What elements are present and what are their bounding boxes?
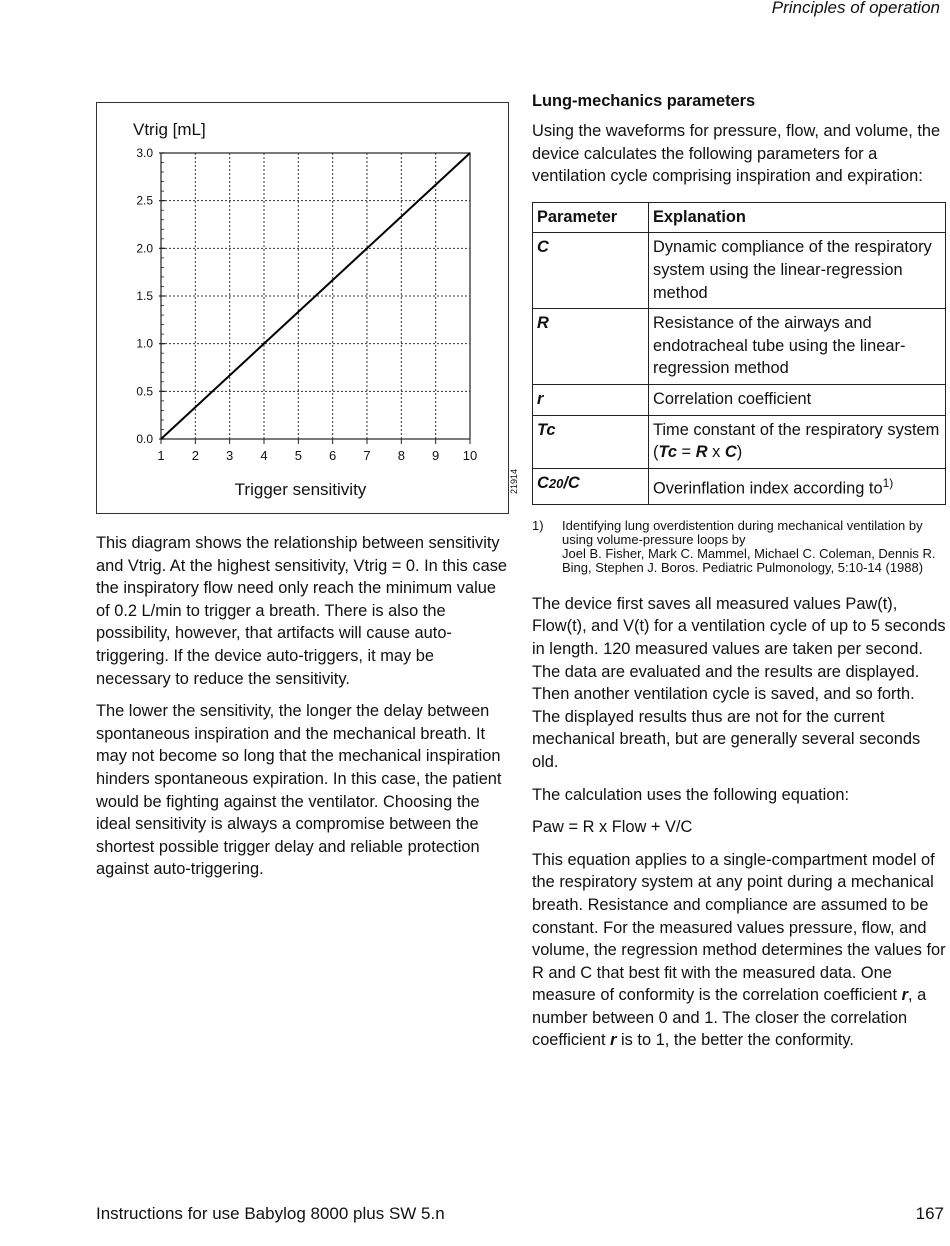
y-axis-label: Vtrig [mL]	[133, 120, 206, 139]
table-header-parameter: Parameter	[533, 202, 649, 233]
x-tick-label: 5	[294, 448, 302, 463]
intro-paragraph: Using the waveforms for pressure, flow, and volume, the device calculates the following parameters for a ventilation cycle comprising inspiration and expiration:	[532, 122, 941, 186]
table-row	[533, 309, 946, 385]
param-symbol: R	[533, 309, 649, 385]
param-symbol: Tc	[533, 415, 649, 468]
table-row	[533, 384, 946, 415]
footnote	[532, 519, 946, 575]
section-heading: Lung-mechanics parameters	[532, 92, 756, 110]
figure-number: 21914	[509, 468, 519, 494]
table-row	[533, 468, 946, 504]
page-number: 167	[915, 1204, 944, 1223]
y-tick-label: 1.0	[136, 336, 153, 351]
footnote-mark: 1)	[532, 517, 544, 533]
param-explanation: Time constant of the respiratory system (Tc = R x C)	[649, 415, 946, 468]
param-explanation: Dynamic compliance of the respiratory system using the linear-regression method	[649, 233, 946, 309]
x-tick-label: 2	[191, 448, 199, 463]
x-tick-label: 4	[260, 448, 268, 463]
series-line	[161, 153, 470, 439]
chart-svg	[97, 103, 508, 513]
data-saving-paragraph: The device first saves all measured values Paw(t), Flow(t), and V(t) for a ventilation cycle of up to 5 seconds in length. 120 measured values are taken per second. The data are evaluated and the results are displayed. Then another ventilation cycle is saved, and so forth. The displayed results thus are not for the current mechanical breath, but are generally several seconds old.	[532, 594, 946, 771]
trigger-sensitivity-chart	[96, 102, 509, 514]
model-paragraph: This equation applies to a single-compartment model of the respiratory system at any point during a mechanical breath. Resistance and compliance are assumed to be constant. For the measured values pressure, flow, and volume, the regression method determines the values for R and C that best fit with the measured data. One measure of conformity is the correlation coefficient r, a number between 0 and 1. The closer the correlation coefficient r is to 1, the better the conformity.	[532, 850, 946, 1050]
x-tick-label: 6	[329, 448, 337, 463]
y-tick-label: 1.5	[136, 289, 153, 303]
param-symbol: C	[533, 233, 649, 309]
table-header-explanation: Explanation	[649, 202, 946, 233]
table-row	[533, 415, 946, 468]
equation-intro: The calculation uses the following equation:	[532, 785, 850, 804]
param-explanation: Overinflation index according $to^{1)}$	[649, 468, 946, 504]
sensitivity-tradeoff-paragraph: The lower the sensitivity, the longer the delay between spontaneous inspiration and the mechanical breath. It may not become so long that the mechanical inspiration hinders spontaneous expiration. In this case, the patient would be fighting against the ventilator. Choosing the ideal sensitivity is always a compromise between the shortest possible trigger delay and reliable protection against auto-triggering.	[96, 702, 502, 879]
x-tick-label: 3	[226, 448, 234, 463]
x-axis-label: Trigger sensitivity	[234, 480, 367, 499]
x-tick-label: 8	[397, 448, 405, 463]
diagram-description-paragraph: This diagram shows the relationship between sensitivity and Vtrig. At the highest sensitivity, Vtrig = 0. In this case the inspiratory flow need only reach the minimum value of 0.2 L/min to trigger a breath. There is also the possibility, however, that artifacts will cause auto-triggering. If the device auto-triggers, it may be necessary to reduce the sensitivity.	[96, 534, 508, 688]
parameters-table	[532, 202, 946, 505]
x-tick-label: 9	[432, 448, 440, 463]
y-tick-label: 2.5	[136, 193, 153, 208]
y-tick-label: 2.0	[136, 241, 153, 256]
equation: Paw = R x Flow + V/C	[532, 818, 693, 837]
section-header: Principles of operation	[771, 0, 940, 17]
param-symbol: C20/C	[533, 468, 649, 504]
param-symbol: r	[533, 384, 649, 415]
y-tick-label: 0.5	[136, 384, 153, 399]
x-tick-label: 1	[157, 448, 165, 463]
right-column	[532, 90, 946, 1062]
left-column-text	[96, 532, 511, 891]
param-explanation: Resistance of the airways and endotracheal tube using the linear-regression method	[649, 309, 946, 385]
table-header-row	[533, 202, 946, 233]
footer-document-title: Instructions for use Babylog 8000 plus SW 5.n	[96, 1204, 445, 1223]
param-explanation: Correlation coefficient	[649, 384, 946, 415]
footnote-body: Identifying lung overdistention during mechanical ventilation by using volume-pressure loops by Joel B. Fisher, Mark C. Mammel, Michael C. Coleman, Dennis R. Bing, Stephen J. Boros. Pediatric Pulmonology, 5:10-14 (1988)	[562, 517, 936, 575]
x-tick-label: 10	[462, 448, 478, 463]
y-tick-label: 0.0	[136, 432, 153, 446]
table-row	[533, 233, 946, 309]
x-tick-label: 7	[363, 448, 371, 463]
y-tick-label: 3.0	[136, 146, 153, 160]
